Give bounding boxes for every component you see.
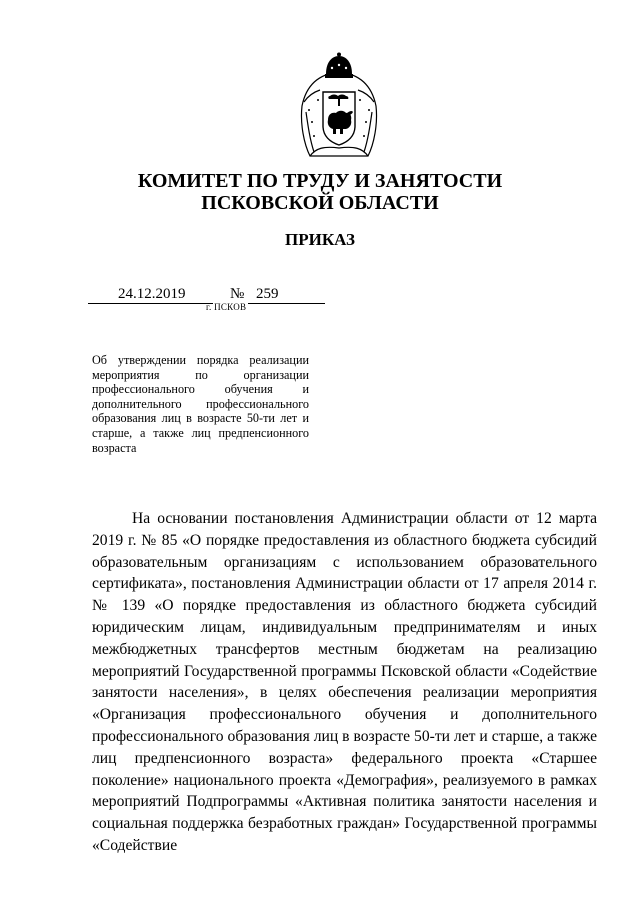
organization-name-line1: КОМИТЕТ ПО ТРУДУ И ЗАНЯТОСТИ <box>137 170 503 192</box>
organization-name-line2: ПСКОВСКОЙ ОБЛАСТИ <box>201 192 439 214</box>
document-number: 259 <box>256 286 279 302</box>
pskov-coat-of-arms-icon <box>296 52 382 160</box>
document-body: На основании постановления Администрации области от 12 марта 2019 г. № 85 «О порядке предоставления из областного бюджета субсидий образовательным организациям с использованием образовательного сертификата», постановления Администрации области от 17 апреля 2014 г. № 139 «О порядке предоставления из областного бюджета субсидий юридическим лицам, индивидуальным предпринимателям и иных межбюджетных трансфертов местным бюджетам на реализацию мероприятий Государственной программы Псковской области «Содействие занятости населения», в целях обеспечения реализации мероприятия «Организация профессионального обучения и дополнительного профессионального образования лиц в возрасте 50-ти лет и старше, а также лиц предпенсионного возраста» федерального проекта «Старшее поколение» национального проекта «Демография», реализуемого в рамках мероприятий Подпрограммы «Активная политика занятости населения и социальная поддержка безработных граждан» Государственной программы «Содействие <box>92 510 597 854</box>
document-city: г. ПСКОВ <box>206 302 247 312</box>
number-sign: № <box>230 286 245 302</box>
document-date: 24.12.2019 <box>118 286 186 302</box>
document-type: ПРИКАЗ <box>285 230 355 249</box>
number-underline <box>248 303 325 304</box>
document-subject: Об утверждении порядка реализации мероприятия по организации профессионального обучения и дополнительного профессионального образования лиц в возрасте 50-ти лет и старше, а также лиц предпенсионного возраста <box>92 353 309 455</box>
date-underline <box>88 303 213 304</box>
